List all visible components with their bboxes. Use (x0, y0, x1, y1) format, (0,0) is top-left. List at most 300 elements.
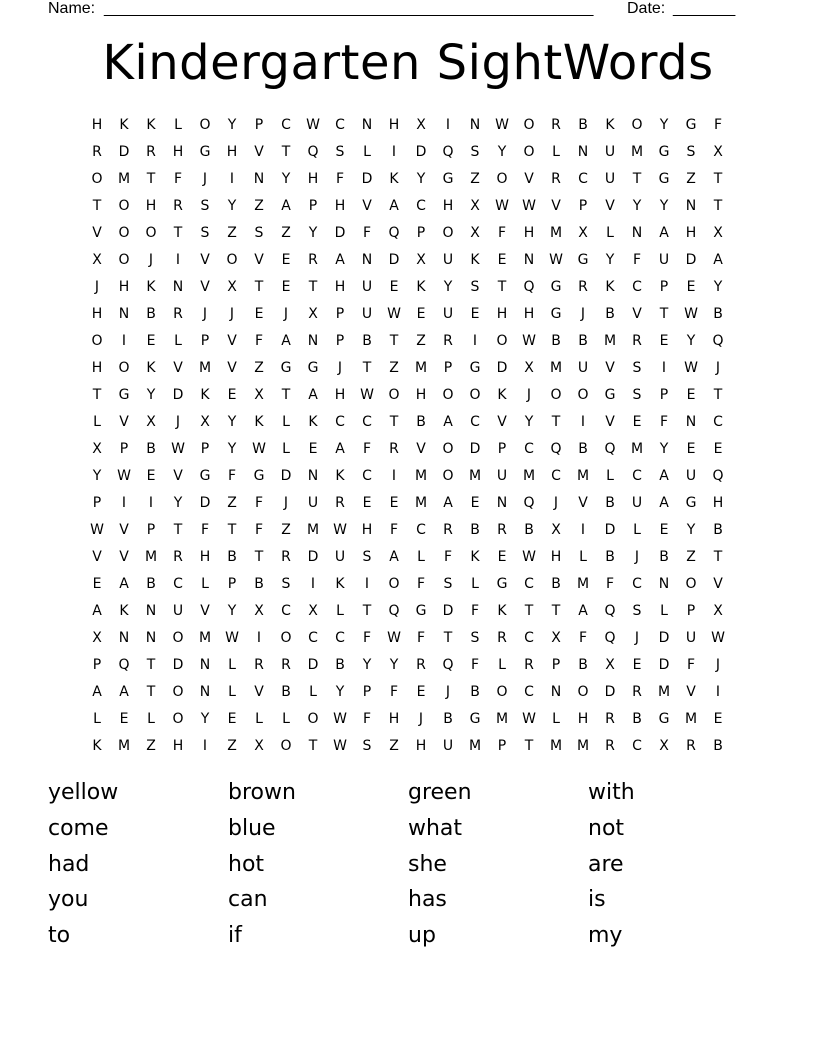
word-list-item: my (588, 923, 623, 949)
grid-letter: A (389, 198, 399, 214)
grid-letter: E (686, 279, 696, 295)
grid-letter: W (522, 198, 536, 214)
grid-letter: A (389, 549, 399, 565)
grid-letter: V (578, 495, 588, 511)
grid-letter: M (576, 738, 590, 754)
grid-letter: H (91, 306, 103, 322)
grid-letter: H (442, 198, 454, 214)
grid-letter: P (254, 117, 264, 133)
grid-letter: S (470, 630, 480, 646)
grid-letter: D (658, 630, 670, 646)
grid-letter: C (524, 684, 534, 700)
grid-letter: Y (227, 198, 237, 214)
grid-letter: E (308, 441, 318, 457)
grid-letter: M (198, 630, 212, 646)
grid-letter: N (469, 117, 481, 133)
grid-letter: R (686, 738, 696, 754)
grid-letter: B (578, 441, 588, 457)
grid-letter: J (418, 711, 424, 727)
grid-letter: Q (388, 225, 400, 241)
grid-letter: R (92, 144, 102, 160)
grid-letter: L (228, 684, 236, 700)
grid-letter: L (471, 576, 479, 592)
grid-letter: X (416, 252, 426, 268)
grid-letter: P (335, 306, 345, 322)
grid-letter: O (442, 468, 454, 484)
grid-letter: K (119, 117, 129, 133)
word-list-item: to (48, 923, 71, 949)
grid-letter: A (308, 387, 318, 403)
grid-letter: G (550, 279, 562, 295)
grid-letter: B (605, 306, 615, 322)
grid-letter: V (119, 549, 129, 565)
grid-letter: S (470, 144, 480, 160)
grid-letter: I (121, 333, 127, 349)
date-label: Date: (627, 0, 666, 17)
grid-letter: C (335, 414, 345, 430)
grid-letter: L (174, 333, 182, 349)
grid-letter: A (713, 252, 723, 268)
grid-letter: E (281, 279, 291, 295)
grid-letter: M (414, 495, 428, 511)
grid-letter: U (361, 306, 373, 322)
grid-letter: C (524, 441, 534, 457)
grid-letter: X (254, 603, 264, 619)
grid-letter: R (281, 657, 291, 673)
grid-letter: H (388, 711, 400, 727)
grid-letter: A (659, 468, 669, 484)
grid-letter: A (92, 603, 102, 619)
name-blank-line: _______________________________________________________ (104, 0, 594, 17)
grid-letter: O (631, 117, 643, 133)
grid-letter: I (202, 738, 208, 754)
grid-letter: N (145, 603, 157, 619)
grid-letter: D (415, 144, 427, 160)
grid-letter: X (470, 198, 480, 214)
grid-letter: W (522, 711, 536, 727)
grid-letter: Z (389, 360, 399, 376)
grid-letter: C (578, 171, 588, 187)
grid-letter: U (307, 495, 319, 511)
grid-letter: V (605, 360, 615, 376)
grid-letter: I (472, 333, 478, 349)
grid-letter: I (175, 252, 181, 268)
grid-letter: X (308, 306, 318, 322)
grid-letter: X (470, 225, 480, 241)
grid-letter: H (91, 117, 103, 133)
grid-letter: K (119, 603, 129, 619)
grid-letter: R (497, 522, 507, 538)
grid-letter: Y (227, 414, 237, 430)
grid-letter: Y (308, 225, 318, 241)
grid-letter: S (470, 279, 480, 295)
grid-letter: H (118, 279, 130, 295)
grid-letter: M (576, 576, 590, 592)
grid-letter: O (577, 684, 589, 700)
grid-letter: T (173, 522, 183, 538)
grid-letter: Z (227, 738, 237, 754)
grid-letter: Z (470, 171, 480, 187)
grid-letter: G (550, 306, 562, 322)
grid-letter: F (200, 522, 210, 538)
grid-letter: T (254, 549, 264, 565)
grid-letter: V (227, 360, 237, 376)
grid-letter: S (362, 738, 372, 754)
grid-letter: I (715, 684, 721, 700)
grid-letter: I (148, 495, 154, 511)
grid-letter: A (281, 198, 291, 214)
grid-letter: J (202, 171, 208, 187)
grid-letter: L (660, 603, 668, 619)
grid-letter: S (362, 549, 372, 565)
grid-letter: U (658, 252, 670, 268)
grid-letter: B (362, 333, 372, 349)
grid-letter: W (333, 522, 347, 538)
grid-letter: Y (686, 333, 696, 349)
grid-letter: K (605, 279, 615, 295)
grid-letter: R (443, 522, 453, 538)
grid-letter: D (172, 387, 184, 403)
grid-letter: H (523, 225, 535, 241)
grid-letter: X (200, 414, 210, 430)
grid-letter: D (334, 225, 346, 241)
grid-letter: V (551, 198, 561, 214)
grid-letter: L (633, 522, 641, 538)
grid-letter: D (658, 657, 670, 673)
grid-letter: O (118, 198, 130, 214)
grid-letter: V (200, 279, 210, 295)
grid-letter: H (172, 738, 184, 754)
grid-letter: X (551, 630, 561, 646)
grid-letter: E (659, 522, 669, 538)
grid-letter: H (226, 144, 238, 160)
grid-letter: W (387, 306, 401, 322)
grid-letter: W (333, 711, 347, 727)
grid-letter: Z (227, 495, 237, 511)
grid-letter: B (551, 333, 561, 349)
grid-letter: G (199, 468, 211, 484)
grid-letter: R (254, 657, 264, 673)
grid-letter: R (605, 711, 615, 727)
grid-letter: F (659, 414, 669, 430)
grid-letter: G (469, 360, 481, 376)
grid-letter: B (416, 414, 426, 430)
grid-letter: E (146, 333, 156, 349)
grid-letter: O (118, 225, 130, 241)
grid-letter: K (146, 117, 156, 133)
grid-letter: R (578, 279, 588, 295)
grid-letter: I (229, 171, 235, 187)
grid-letter: V (173, 360, 183, 376)
grid-letter: Q (604, 441, 616, 457)
grid-letter: J (175, 414, 181, 430)
grid-letter: Z (389, 738, 399, 754)
grid-letter: G (199, 144, 211, 160)
grid-letter: X (254, 387, 264, 403)
grid-letter: D (199, 495, 211, 511)
grid-letter: A (659, 225, 669, 241)
grid-letter: H (577, 711, 589, 727)
grid-letter: L (282, 414, 290, 430)
grid-letter: E (632, 414, 642, 430)
grid-letter: H (388, 117, 400, 133)
grid-letter: D (442, 603, 454, 619)
grid-letter: D (388, 252, 400, 268)
grid-letter: V (254, 684, 264, 700)
grid-letter: F (254, 522, 264, 538)
grid-letter: T (389, 414, 399, 430)
grid-letter: V (416, 441, 426, 457)
grid-letter: C (362, 468, 372, 484)
grid-letter: V (254, 144, 264, 160)
grid-letter: Z (146, 738, 156, 754)
grid-letter: I (445, 117, 451, 133)
grid-letter: E (281, 252, 291, 268)
grid-letter: T (281, 144, 291, 160)
grid-letter: W (252, 441, 266, 457)
grid-letter: Y (362, 657, 372, 673)
grid-letter: T (146, 171, 156, 187)
grid-letter: P (362, 684, 372, 700)
grid-letter: O (496, 684, 508, 700)
grid-letter: M (144, 549, 158, 565)
grid-letter: C (335, 117, 345, 133)
grid-letter: W (225, 630, 239, 646)
grid-letter: F (497, 225, 507, 241)
grid-letter: N (307, 468, 319, 484)
grid-letter: B (713, 738, 723, 754)
word-list-item: not (588, 815, 625, 841)
grid-letter: O (172, 684, 184, 700)
grid-letter: V (632, 306, 642, 322)
grid-letter: M (306, 522, 320, 538)
word-list (48, 778, 768, 958)
grid-letter: P (416, 225, 426, 241)
grid-letter: O (172, 711, 184, 727)
grid-letter: Y (713, 279, 723, 295)
grid-letter: U (604, 144, 616, 160)
grid-letter: V (200, 603, 210, 619)
grid-letter: L (255, 711, 263, 727)
grid-letter: D (361, 171, 373, 187)
grid-letter: O (469, 387, 481, 403)
grid-letter: L (552, 711, 560, 727)
grid-letter: R (524, 657, 534, 673)
grid-letter: E (632, 657, 642, 673)
grid-letter: R (281, 549, 291, 565)
word-list-item: are (588, 851, 624, 877)
grid-letter: B (227, 549, 237, 565)
grid-letter: K (470, 549, 480, 565)
grid-letter: H (334, 387, 346, 403)
grid-letter: I (391, 144, 397, 160)
grid-letter: G (280, 360, 292, 376)
grid-letter: Q (550, 441, 562, 457)
grid-letter: B (551, 576, 561, 592)
grid-letter: X (524, 360, 534, 376)
grid-letter: O (442, 225, 454, 241)
grid-letter: J (580, 306, 586, 322)
grid-letter: X (659, 738, 669, 754)
grid-letter: V (713, 576, 723, 592)
grid-letter: F (254, 495, 264, 511)
grid-letter: H (172, 144, 184, 160)
grid-letter: G (685, 495, 697, 511)
grid-letter: A (443, 414, 453, 430)
grid-letter: E (119, 711, 129, 727)
grid-letter: C (173, 576, 183, 592)
grid-letter: C (524, 630, 534, 646)
grid-letter: I (391, 468, 397, 484)
grid-letter: D (604, 684, 616, 700)
grid-letter: Z (281, 522, 291, 538)
grid-letter: O (307, 711, 319, 727)
grid-letter: F (362, 630, 372, 646)
grid-letter: J (94, 279, 100, 295)
grid-letter: Q (604, 630, 616, 646)
grid-letter: L (336, 603, 344, 619)
grid-letter: F (632, 252, 642, 268)
grid-letter: F (416, 576, 426, 592)
grid-letter: Y (227, 603, 237, 619)
grid-letter: M (630, 144, 644, 160)
word-list-item: can (228, 887, 268, 913)
grid-letter: T (92, 387, 102, 403)
grid-letter: P (686, 603, 696, 619)
grid-letter: E (389, 279, 399, 295)
grid-letter: W (522, 549, 536, 565)
grid-letter: X (551, 522, 561, 538)
grid-letter: K (254, 414, 264, 430)
grid-letter: Y (281, 171, 291, 187)
grid-letter: U (604, 171, 616, 187)
grid-letter: R (335, 495, 345, 511)
grid-letter: F (362, 225, 372, 241)
grid-letter: B (659, 549, 669, 565)
grid-letter: V (227, 333, 237, 349)
grid-letter: Z (227, 225, 237, 241)
grid-letter: S (632, 387, 642, 403)
grid-letter: L (417, 549, 425, 565)
grid-letter: Y (200, 711, 210, 727)
grid-letter: A (659, 495, 669, 511)
grid-letter: X (713, 603, 723, 619)
grid-letter: B (146, 576, 156, 592)
grid-letter: A (92, 684, 102, 700)
grid-letter: H (91, 360, 103, 376)
grid-letter: V (92, 225, 102, 241)
grid-letter: T (632, 171, 642, 187)
grid-letter: B (578, 333, 588, 349)
grid-letter: D (307, 657, 319, 673)
grid-letter: P (200, 333, 210, 349)
grid-letter: X (713, 144, 723, 160)
grid-letter: W (495, 117, 509, 133)
word-list-item: yellow (48, 780, 119, 805)
grid-letter: T (92, 198, 102, 214)
grid-letter: O (442, 441, 454, 457)
grid-letter: N (199, 684, 211, 700)
grid-letter: M (117, 171, 131, 187)
page-title: Kindergarten SightWords (102, 35, 714, 91)
grid-letter: F (443, 549, 453, 565)
grid-letter: U (334, 549, 346, 565)
grid-letter: L (309, 684, 317, 700)
grid-letter: M (198, 360, 212, 376)
grid-letter: R (389, 441, 399, 457)
grid-letter: P (497, 738, 507, 754)
grid-letter: E (686, 441, 696, 457)
grid-letter: X (92, 441, 102, 457)
grid-letter: Z (254, 360, 264, 376)
word-list-item: with (588, 780, 635, 805)
grid-letter: H (334, 198, 346, 214)
grid-letter: T (443, 630, 453, 646)
grid-letter: Q (118, 657, 130, 673)
grid-letter: Y (632, 198, 642, 214)
word-list-item: brown (228, 780, 296, 805)
grid-letter: K (146, 360, 156, 376)
grid-letter: T (713, 198, 723, 214)
grid-letter: B (605, 549, 615, 565)
grid-letter: V (686, 684, 696, 700)
grid-letter: W (90, 522, 104, 538)
grid-letter: R (605, 738, 615, 754)
grid-letter: O (118, 360, 130, 376)
grid-letter: Y (497, 144, 507, 160)
word-list-item: if (228, 923, 242, 949)
grid-letter: F (416, 630, 426, 646)
grid-letter: Q (712, 333, 724, 349)
grid-letter: P (659, 387, 669, 403)
grid-letter: O (550, 387, 562, 403)
grid-letter: M (549, 225, 563, 241)
grid-letter: Z (686, 549, 696, 565)
grid-letter: R (632, 684, 642, 700)
grid-letter: Y (686, 522, 696, 538)
grid-letter: O (91, 333, 103, 349)
grid-letter: V (119, 414, 129, 430)
grid-letter: O (496, 171, 508, 187)
grid-letter: K (146, 279, 156, 295)
grid-letter: J (553, 495, 559, 511)
grid-letter: B (632, 711, 642, 727)
grid-letter: R (497, 630, 507, 646)
grid-letter: W (684, 306, 698, 322)
grid-letter: T (551, 414, 561, 430)
grid-letter: N (199, 657, 211, 673)
grid-letter: B (146, 306, 156, 322)
grid-letter: P (308, 198, 318, 214)
grid-letter: F (227, 468, 237, 484)
grid-letter: C (416, 522, 426, 538)
grid-letter: S (200, 198, 210, 214)
grid-letter: C (416, 198, 426, 214)
grid-letter: J (283, 306, 289, 322)
grid-letter: E (470, 306, 480, 322)
grid-letter: T (254, 279, 264, 295)
grid-letter: K (200, 387, 210, 403)
grid-letter: R (173, 549, 183, 565)
grid-letter: E (416, 684, 426, 700)
grid-letter: F (173, 171, 183, 187)
grid-letter: J (526, 387, 532, 403)
grid-letter: Q (442, 144, 454, 160)
grid-letter: L (363, 144, 371, 160)
grid-letter: C (632, 279, 642, 295)
grid-letter: W (495, 198, 509, 214)
grid-letter: C (470, 414, 480, 430)
